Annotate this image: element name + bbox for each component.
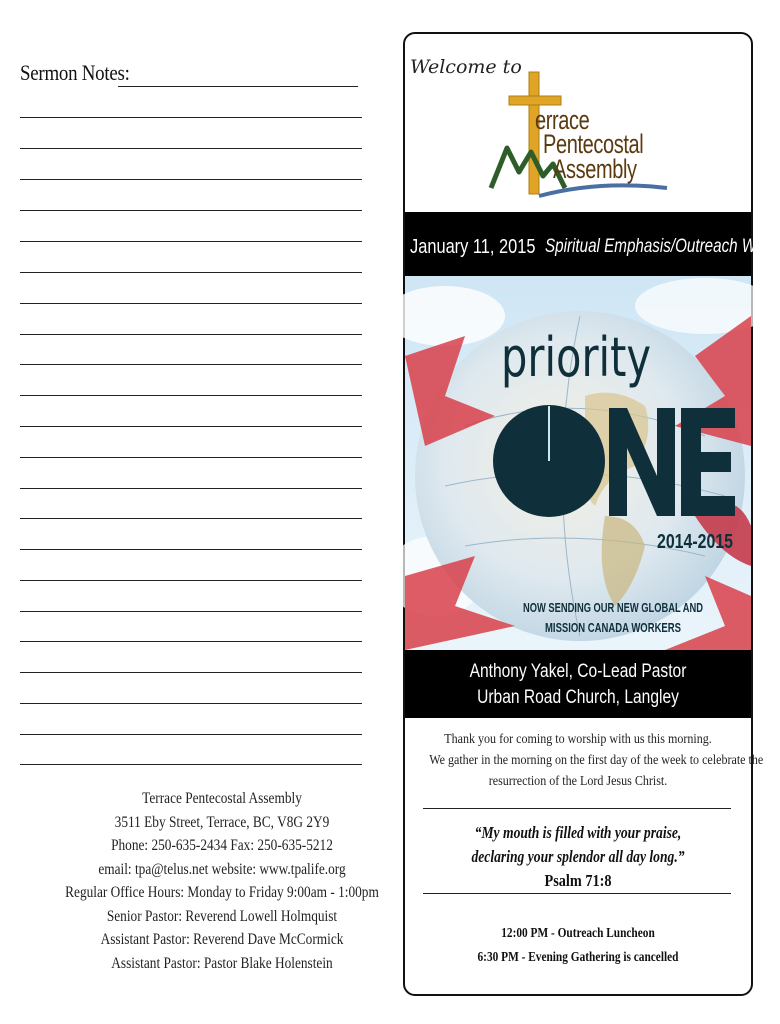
speaker-name: Anthony Yakel, Co-Lead Pastor bbox=[469, 661, 687, 682]
senior-pastor: Senior Pastor: Reverend Lowell Holmquist bbox=[106, 907, 338, 925]
note-line bbox=[20, 580, 362, 581]
priority-one-poster bbox=[405, 276, 751, 650]
church-logo bbox=[489, 72, 669, 202]
sermon-notes-title: Sermon Notes: bbox=[20, 60, 130, 85]
bulletin-panel bbox=[403, 32, 780, 996]
note-line bbox=[20, 364, 362, 365]
note-line bbox=[20, 334, 362, 335]
note-line bbox=[20, 179, 362, 180]
guest-speaker-banner bbox=[405, 650, 751, 718]
note-line bbox=[20, 395, 362, 396]
note-line bbox=[20, 672, 362, 673]
poster-word-priority: priority bbox=[501, 326, 651, 389]
poster-years: 2014-2015 bbox=[657, 531, 733, 553]
note-line bbox=[20, 488, 362, 489]
event-luncheon: 12:00 PM - Outreach Luncheon bbox=[501, 925, 655, 940]
scripture-verse bbox=[405, 821, 751, 893]
note-line bbox=[20, 210, 362, 211]
speaker-church: Urban Road Church, Langley bbox=[477, 687, 679, 708]
note-line bbox=[20, 641, 362, 642]
note-line bbox=[20, 703, 362, 704]
event-evening-gathering: 6:30 PM - Evening Gathering is cancelled bbox=[477, 949, 679, 964]
date-banner bbox=[405, 212, 780, 276]
divider bbox=[423, 893, 731, 894]
assistant-pastor-2: Assistant Pastor: Pastor Blake Holenstein bbox=[111, 954, 333, 972]
church-phone-fax: Phone: 250-635-2434 Fax: 250-635-5212 bbox=[111, 837, 333, 854]
assistant-pastor-1: Assistant Pastor: Reverend Dave McCormick bbox=[100, 931, 344, 948]
verse-reference: Psalm 71:8 bbox=[544, 871, 612, 890]
logo-text-assembly: Assembly bbox=[553, 154, 637, 184]
welcome-line-3: resurrection of the Lord Jesus Christ. bbox=[488, 774, 668, 789]
welcome-line-2: We gather in the morning on the first day of the week to celebrate the bbox=[429, 753, 764, 768]
welcome-line-1: Thank you for coming to worship with us this morning. bbox=[444, 732, 712, 747]
note-line bbox=[20, 734, 362, 735]
week-theme: Spiritual Emphasis/Outreach Week bbox=[545, 236, 780, 257]
note-line bbox=[20, 457, 362, 458]
service-date: January 11, 2015 bbox=[410, 236, 536, 258]
church-contact-info bbox=[22, 787, 422, 975]
note-line bbox=[20, 303, 362, 304]
note-line bbox=[20, 549, 362, 550]
note-line bbox=[20, 241, 362, 242]
note-line bbox=[20, 272, 362, 273]
verse-line-1: “My mouth is filled with your praise, bbox=[474, 823, 682, 842]
notes-title-underline bbox=[118, 86, 358, 87]
event-schedule bbox=[405, 921, 751, 969]
note-line bbox=[20, 426, 362, 427]
poster-tagline-1: NOW SENDING OUR NEW GLOBAL AND bbox=[523, 600, 703, 615]
poster-tagline-2: MISSION CANADA WORKERS bbox=[545, 620, 682, 635]
note-line bbox=[20, 518, 362, 519]
welcome-heading: Welcome to bbox=[410, 56, 522, 78]
welcome-message bbox=[405, 729, 764, 792]
note-line bbox=[20, 148, 362, 149]
church-name: Terrace Pentecostal Assembly bbox=[142, 790, 302, 807]
divider bbox=[423, 808, 731, 809]
office-hours: Regular Office Hours: Monday to Friday 9:00am - 1:00pm bbox=[65, 884, 379, 901]
church-address: 3511 Eby Street, Terrace, BC, V8G 2Y9 bbox=[114, 813, 330, 831]
church-email-website: email: tpa@telus.net website: www.tpalife.org bbox=[98, 860, 346, 878]
logo-text-pentecostal: Pentecostal bbox=[543, 129, 644, 159]
poster-artwork bbox=[405, 276, 751, 650]
note-line bbox=[20, 764, 362, 765]
note-line bbox=[20, 611, 362, 612]
logo-text-terrace: errace bbox=[535, 105, 590, 135]
verse-line-2: declaring your splendor all day long.” bbox=[471, 847, 685, 866]
note-line bbox=[20, 117, 362, 118]
